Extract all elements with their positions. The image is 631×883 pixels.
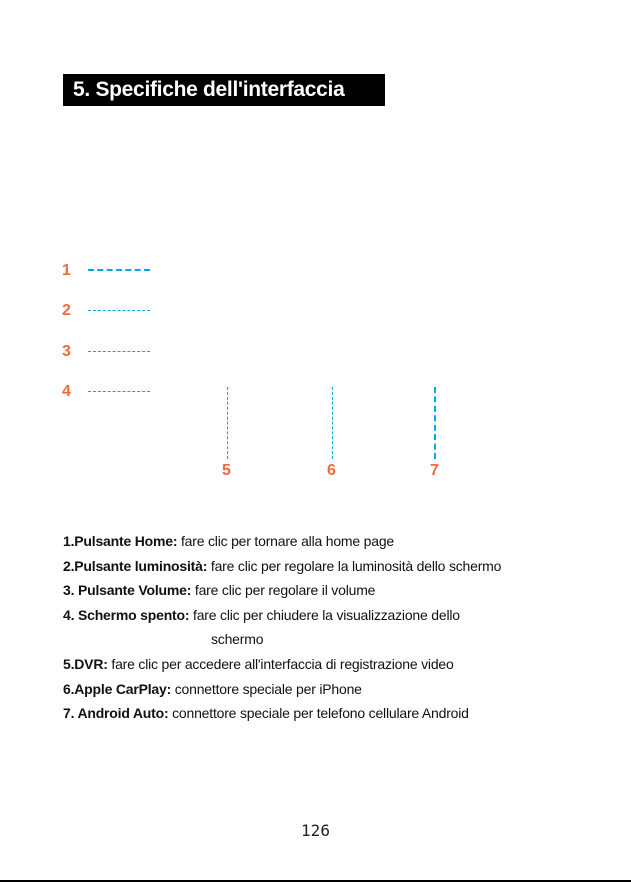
leader-line-6 (332, 387, 333, 459)
description-text: connettore speciale per telefono cellulare Android (168, 705, 469, 721)
bottom-rule (0, 880, 631, 882)
callout-number-2: 2 (62, 302, 71, 319)
callout-number-3: 3 (62, 343, 71, 360)
page-number: 126 (301, 821, 330, 840)
description-text: fare clic per regolare il volume (191, 582, 376, 598)
description-item-5 (63, 655, 454, 673)
description-text: fare clic per accedere all'interfaccia di registrazione video (107, 656, 454, 672)
description-text: fare clic per chiudere la visualizzazione dello (189, 607, 460, 623)
leader-line-2 (88, 310, 150, 311)
description-text: fare clic per tornare alla home page (177, 533, 395, 549)
description-item-1 (63, 532, 394, 550)
leader-line-5 (227, 387, 228, 459)
description-item-2 (63, 557, 501, 575)
description-item-4-continuation: schermo (211, 631, 264, 647)
description-term: 7. Android Auto: (63, 705, 169, 721)
section-title: 5. Specifiche dell'interfaccia (73, 78, 345, 101)
callout-number-6: 6 (327, 462, 336, 479)
description-item-6 (63, 680, 362, 698)
leader-line-3 (88, 351, 150, 352)
description-term: 2.Pulsante luminosità: (63, 558, 208, 574)
description-item-4 (63, 606, 460, 624)
description-term: 4. Schermo spento: (63, 607, 190, 623)
leader-line-4 (88, 391, 150, 392)
callout-number-1: 1 (62, 262, 71, 279)
callout-number-7: 7 (430, 462, 439, 479)
leader-line-1 (88, 269, 150, 271)
section-title-bar (63, 74, 385, 106)
description-term: 5.DVR: (63, 656, 108, 672)
callout-number-5: 5 (222, 462, 231, 479)
description-term: 3. Pulsante Volume: (63, 582, 192, 598)
description-item-7 (63, 704, 469, 722)
description-term: 6.Apple CarPlay: (63, 681, 172, 697)
callout-number-4: 4 (62, 383, 71, 400)
description-term: 1.Pulsante Home: (63, 533, 178, 549)
description-text: connettore speciale per iPhone (171, 681, 362, 697)
leader-line-7 (434, 387, 436, 459)
description-text: fare clic per regolare la luminosità dello schermo (207, 558, 502, 574)
description-item-3 (63, 581, 375, 599)
